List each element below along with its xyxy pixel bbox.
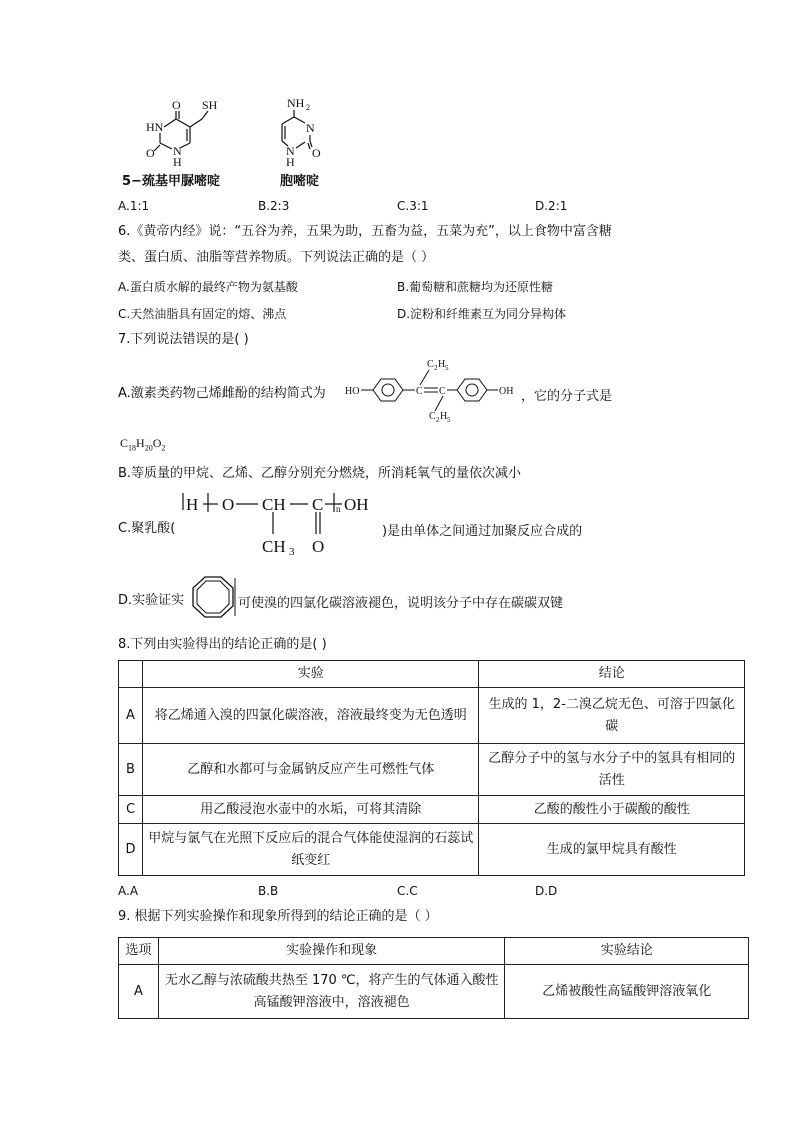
cytosine-label: 胞嘧啶 <box>280 174 320 189</box>
q8-header-option <box>119 661 143 688</box>
svg-text:n: n <box>336 504 341 514</box>
q8-option-d: D.D <box>535 884 558 898</box>
q9-header-operation: 实验操作和现象 <box>158 938 504 965</box>
q9-row-a-conclusion: 乙烯被酸性高锰酸钾溶液氧化 <box>505 965 749 1019</box>
q8-header-conclusion: 结论 <box>479 661 745 688</box>
q8-row-d-label: D <box>119 824 143 876</box>
svg-text:OH: OH <box>499 386 514 397</box>
q6-stem-line2: 类、蛋白质、油脂等营养物质。下列说法正确的是（ ） <box>118 250 435 265</box>
svg-text:O: O <box>222 495 235 514</box>
q9-row-a-label: A <box>119 965 159 1019</box>
q7-option-d-suffix: 可使溴的四氯化碳溶液褪色，说明该分子中存在碳碳双键 <box>238 596 564 611</box>
q7-option-d-prefix: D.实验证实 <box>118 593 185 608</box>
svg-text:O: O <box>172 98 181 112</box>
q5-option-b: B.2:3 <box>258 199 290 213</box>
polylactic-acid-structure <box>180 490 380 560</box>
q8-row-b-experiment: 乙醇和水都可与金属钠反应产生可燃性气体 <box>142 744 478 796</box>
svg-text:C: C <box>439 386 446 397</box>
svg-text:3: 3 <box>289 546 295 558</box>
svg-text:H: H <box>438 359 446 370</box>
q5-option-d: D.2:1 <box>535 199 568 213</box>
q7-option-a-formula: $C_{18}H_{20}O_2$ <box>120 436 166 453</box>
q8-row-d-conclusion: 生成的氯甲烷具有酸性 <box>479 824 745 876</box>
q8-row-c-label: C <box>119 796 143 824</box>
q8-row-c-conclusion: 乙酸的酸性小于碳酸的酸性 <box>479 796 745 824</box>
q5-option-c: C.3:1 <box>397 199 429 213</box>
table-row <box>119 796 745 824</box>
q9-row-a-operation: 无水乙醇与浓硫酸共热至 170 ℃，将产生的气体通入酸性高锰酸钾溶液中，溶液褪色 <box>158 965 504 1019</box>
svg-text:2: 2 <box>436 416 440 424</box>
svg-text:5: 5 <box>447 416 451 424</box>
thiomethyluracil-structure <box>140 95 240 170</box>
svg-text:O: O <box>312 537 325 556</box>
svg-text:2: 2 <box>306 103 310 112</box>
svg-text:O: O <box>146 146 155 160</box>
svg-text:SH: SH <box>202 98 218 112</box>
q8-row-b-conclusion: 乙醇分子中的氢与水分子中的氢具有相同的活性 <box>479 744 745 796</box>
q7-option-b: B.等质量的甲烷、乙烯、乙醇分别充分燃烧，所消耗氧气的量依次减小 <box>118 466 522 481</box>
svg-text:NH: NH <box>287 96 305 110</box>
svg-text:N: N <box>173 144 182 158</box>
q8-row-a-label: A <box>119 688 143 744</box>
table-row <box>119 824 745 876</box>
q7-option-c-suffix: )是由单体之间通过加聚反应合成的 <box>382 524 583 539</box>
table-row <box>119 744 745 796</box>
q8-option-a: A.A <box>118 884 139 898</box>
svg-text:C: C <box>416 386 423 397</box>
table-header-row <box>119 661 745 688</box>
q8-row-a-experiment: 将乙烯通入溴的四氯化碳溶液，溶液最终变为无色透明 <box>142 688 478 744</box>
table-header-row <box>119 938 749 965</box>
q8-header-experiment: 实验 <box>142 661 478 688</box>
q7-option-a-suffix: ，它的分子式是 <box>521 389 613 404</box>
q6-option-b: B.葡萄糖和蔗糖均为还原性糖 <box>397 280 554 294</box>
thiomethyluracil-label: 5−巯基甲脲嘧啶 <box>122 174 220 189</box>
cytosine-structure <box>272 95 342 170</box>
table-row <box>119 965 749 1019</box>
q9-header-conclusion: 实验结论 <box>505 938 749 965</box>
q7-option-a-prefix: A.激素类药物己烯雌酚的结构简式为 <box>118 386 326 401</box>
q8-row-b-label: B <box>119 744 143 796</box>
svg-text:N: N <box>306 121 315 135</box>
q8-table <box>118 660 745 876</box>
table-row <box>119 688 745 744</box>
q9-table <box>118 937 749 1019</box>
svg-text:C: C <box>429 411 436 422</box>
q8-option-b: B.B <box>258 884 279 898</box>
svg-text:CH: CH <box>262 537 286 556</box>
q6-option-d: D.淀粉和纤维素互为同分异构体 <box>397 307 567 321</box>
svg-text:H: H <box>286 155 295 169</box>
diethylstilbestrol-structure <box>343 355 521 427</box>
q9-stem: 9. 根据下列实验操作和现象所得到的结论正确的是（ ） <box>118 909 438 924</box>
q6-option-a: A.蛋白质水解的最终产物为氨基酸 <box>118 280 298 294</box>
q9-header-option: 选项 <box>119 938 159 965</box>
svg-text:HO: HO <box>345 386 360 397</box>
svg-text:O: O <box>312 146 321 160</box>
q8-row-c-experiment: 用乙酸浸泡水壶中的水垢，可将其清除 <box>142 796 478 824</box>
q8-stem: 8.下列由实验得出的结论正确的是( ) <box>118 637 327 652</box>
svg-text:5: 5 <box>445 364 449 372</box>
svg-text:N: N <box>286 144 295 158</box>
q7-stem: 7.下列说法错误的是( ) <box>118 332 249 347</box>
q8-row-d-experiment: 甲烷与氯气在光照下反应后的混合气体能使湿润的石蕊试纸变红 <box>142 824 478 876</box>
svg-text:C: C <box>427 359 434 370</box>
q6-stem-line1: 6.《黄帝内经》说：“五谷为养，五果为助，五畜为益，五菜为充”，以上食物中富含糖 <box>118 224 612 239</box>
q6-option-c: C.天然油脂具有固定的熔、沸点 <box>118 307 287 321</box>
q7-option-c-prefix: C.聚乳酸( <box>118 521 176 536</box>
svg-text:H: H <box>440 411 448 422</box>
svg-text:HN: HN <box>146 120 164 134</box>
svg-text:H: H <box>173 155 182 169</box>
cyclooctatetraene-structure <box>189 574 237 620</box>
svg-text:OH: OH <box>344 495 369 514</box>
svg-text:CH: CH <box>262 495 286 514</box>
svg-text:C: C <box>312 495 324 514</box>
q8-option-c: C.C <box>397 884 418 898</box>
svg-text:H: H <box>186 495 199 514</box>
svg-text:2: 2 <box>434 364 438 372</box>
q8-row-a-conclusion: 生成的 1，2-二溴乙烷无色、可溶于四氯化碳 <box>479 688 745 744</box>
q5-option-a: A.1:1 <box>118 199 150 213</box>
